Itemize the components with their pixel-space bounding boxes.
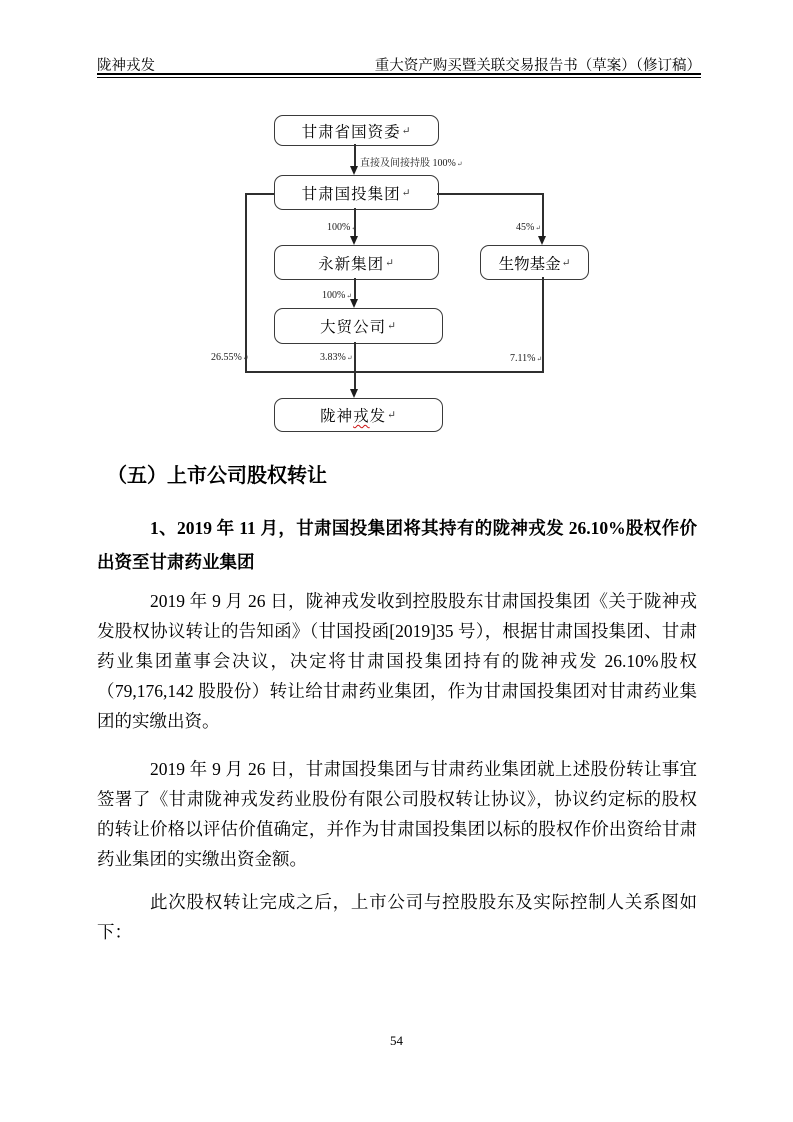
paragraph-mark: ↵ <box>346 293 353 300</box>
edge-yongxin-to-damao-line <box>354 278 356 299</box>
edge-label-direct-indirect <box>360 154 463 169</box>
edge-label-yongxin-damao-100 <box>322 290 352 301</box>
edge-sasac-to-guotou-line <box>354 144 356 167</box>
edge-guotou-to-fund-vline <box>542 193 544 236</box>
paragraph-mark: ↵ <box>242 355 249 362</box>
node-longshen-label-suffix: 发 <box>369 408 387 425</box>
node-bio-fund <box>480 245 589 280</box>
node-bio-fund-label: 生物基金 <box>498 255 561 273</box>
subsection-title-paragraph: 1、2019 年 11 月，甘肃国投集团将其持有的陇神戎发 26.10%股权作价出资至甘肃药业集团 <box>97 518 697 572</box>
body-paragraph-2: 2019 年 9 月 26 日，甘肃国投集团与甘肃药业集团就上述股份转让事宜签署了《甘肃陇神戎发药业股份有限公司股权转让协议》，协议约定标的股权的转让价格以评估价值确定，并作为甘肃国投集团以标的股权作价出资给甘肃药业集团的实缴出资金额。 <box>97 759 697 869</box>
paragraph-mark: ↵ <box>346 355 353 362</box>
edge-guotou-to-fund-arrowhead <box>538 236 546 245</box>
node-damao-label: 大贸公司 <box>320 319 387 336</box>
edge-damao-to-listco-line <box>354 342 356 389</box>
node-longshen-label-prefix: 陇神 <box>320 408 354 425</box>
node-yongxin-label: 永新集团 <box>318 255 385 273</box>
edge-damao-to-listco-arrowhead <box>350 389 358 398</box>
header-report-title: 重大资产购买暨关联交易报告书（草案）（修订稿） <box>374 58 701 74</box>
node-longshen-rongfa <box>274 398 443 432</box>
node-damao-company <box>274 308 443 344</box>
paragraph-mark: ↵ <box>401 187 412 199</box>
edge-label-fund-listco-text: 7.11% <box>510 353 536 364</box>
edge-label-guotou-listco-2655 <box>211 352 249 363</box>
paragraph-mark: ↵ <box>385 257 395 269</box>
node-longshen-label-misspelled: 戎 <box>353 408 370 425</box>
node-gansu-guotou-group <box>274 175 439 210</box>
body-paragraph-1: 2019 年 9 月 26 日，陇神戎发收到控股股东甘肃国投集团《关于陇神戎发股权协议转让的告知函》（甘国投函[2019]35 号），根据甘肃国投集团、甘肃药业集团董事会决议，决定将甘肃国投集团持有的陇神戎发 26.10%股权（79,176,142 股股份）转让给甘肃药业集团，作为甘肃国投集团对甘肃药业集团的实缴出资。 <box>97 591 697 731</box>
edge-label-damao-listco-383 <box>320 352 353 363</box>
edge-label-fund-listco-711 <box>510 353 542 364</box>
paragraph-mark: ↵ <box>351 225 358 232</box>
node-gansu-sasac-label: 甘肃省国资委 <box>301 123 401 141</box>
page-number: 54 <box>390 1033 403 1048</box>
edge-label-guotou-listco-text: 26.55% <box>211 352 242 363</box>
node-gansu-guotou-label: 甘肃国投集团 <box>301 185 401 203</box>
paragraph-mark: ↵ <box>387 410 397 421</box>
header-company-name: 陇神戎发 <box>97 58 155 74</box>
header-divider <box>97 73 701 78</box>
paragraph-mark: ↵ <box>535 225 542 232</box>
edge-guotou-left-vline <box>242 193 249 372</box>
paragraph-mark: ↵ <box>387 321 397 332</box>
edge-label-damao-listco-text: 3.83% <box>320 352 346 363</box>
edge-label-guotou-fund-text: 45% <box>516 222 535 233</box>
edge-guotou-to-fund-hline <box>437 193 543 195</box>
edge-fund-down-vline <box>542 277 544 372</box>
paragraph-mark: ↵ <box>401 125 412 137</box>
paragraph-mark: ↵ <box>456 161 463 168</box>
edge-label-yongxin-damao-text: 100% <box>322 290 346 301</box>
edge-label-guotou-yongxin-text: 100% <box>327 222 351 233</box>
edge-sasac-to-guotou-arrowhead <box>350 166 358 175</box>
edge-label-guotou-yongxin-100 <box>327 222 357 233</box>
paragraph-mark: ↵ <box>561 257 571 269</box>
body-paragraph-3: 此次股权转让完成之后，上市公司与控股股东及实际控制人关系图如下： <box>97 892 697 942</box>
edge-label-direct-indirect-text: 直接及间接持股 100% <box>360 158 456 169</box>
edge-label-guotou-fund-45 <box>516 222 541 233</box>
node-yongxin-group <box>274 245 439 280</box>
edge-merge-hline <box>245 371 544 373</box>
edge-guotou-left-hline <box>245 193 274 195</box>
page-header <box>97 54 701 75</box>
edge-guotou-to-yongxin-arrowhead <box>350 236 358 245</box>
node-gansu-sasac <box>274 115 439 146</box>
paragraph-mark: ↵ <box>536 356 543 363</box>
section-heading: （五）上市公司股权转让 <box>107 465 327 487</box>
